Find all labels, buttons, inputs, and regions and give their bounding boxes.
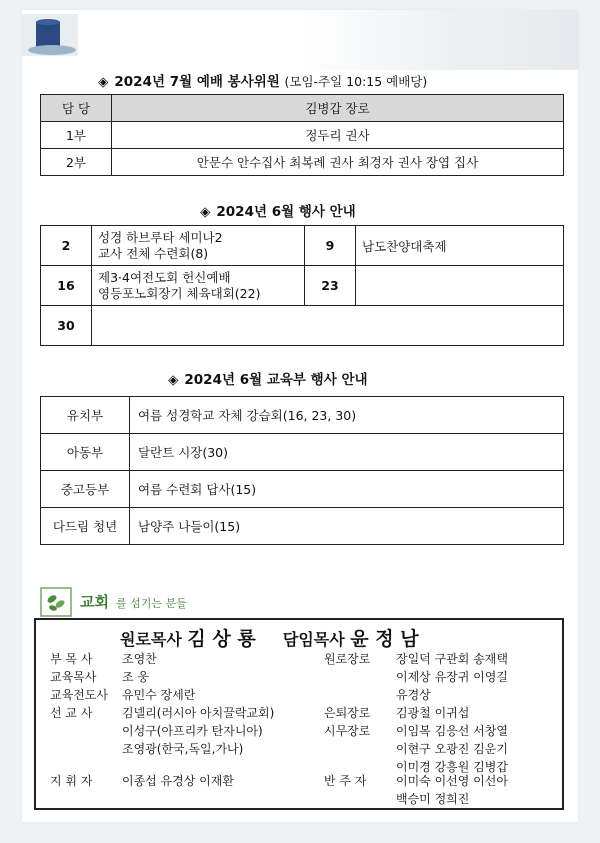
- staff-names: 이임복 김응선 서창열: [396, 724, 508, 738]
- event-cell: 남도찬양대축제: [356, 226, 564, 266]
- candle-decoration-icon: [22, 14, 78, 56]
- staff-names: 유민수 장세란: [122, 688, 196, 702]
- dept-cell: 아동부: [41, 434, 130, 471]
- senior-pastor-name: 윤 정 남: [350, 628, 419, 650]
- event-cell: [92, 306, 564, 346]
- worship-table: [40, 94, 564, 176]
- activity-cell: 달란트 시장(30): [130, 434, 564, 471]
- activity-cell: 남양주 나들이(15): [130, 508, 564, 545]
- staff-role-label: 반 주 자: [324, 774, 367, 788]
- staff-role-label: 선 교 사: [50, 706, 93, 720]
- staff-names: 이성구(아프리카 탄자니아): [122, 724, 263, 738]
- staff-names: 이현구 오광진 김운기: [396, 742, 508, 756]
- education-title: 2024년 6월 교육부 행사 안내: [184, 372, 368, 388]
- staff-role-label: 원로장로: [324, 652, 371, 666]
- staff-names: 조 웅: [122, 670, 149, 684]
- date-cell: 9: [305, 226, 356, 266]
- emeritus-pastor-label: 원로목사: [120, 630, 182, 649]
- staff-role-label: 부 목 사: [50, 652, 93, 666]
- event-line: 성경 하브루타 세미나2: [98, 229, 223, 245]
- table-row: [41, 95, 564, 122]
- event-line: 영등포노회장기 체육대회(22): [98, 285, 261, 301]
- staff-names: 조영광(한국,독일,가나): [122, 742, 244, 756]
- banner-sub-text: 를 섬기는 분들: [116, 597, 187, 610]
- date-cell: 16: [41, 266, 92, 306]
- staff-names: 김광철 이귀섭: [396, 706, 470, 720]
- worship-subtitle: (모임-주일 10:15 예배당): [284, 74, 428, 89]
- staff-names: 이미숙 이선영 이선아: [396, 774, 508, 788]
- date-cell: 23: [305, 266, 356, 306]
- worship-section-title: [98, 70, 427, 90]
- dept-cell: 다드림 청년: [41, 508, 130, 545]
- dept-cell: 유치부: [41, 397, 130, 434]
- name-cell: 김병갑 장로: [112, 95, 564, 122]
- date-cell: 2: [41, 226, 92, 266]
- dept-cell: 중고등부: [41, 471, 130, 508]
- table-row: [41, 434, 564, 471]
- staff-names: 김넬리(러시아 아치끌락교회): [122, 706, 275, 720]
- activity-cell: 여름 성경학교 자체 강습회(16, 23, 30): [130, 397, 564, 434]
- role-cell: 담 당: [41, 95, 112, 122]
- events-table: [40, 225, 564, 346]
- table-row: [41, 508, 564, 545]
- education-section-title: [168, 368, 368, 388]
- table-row: [41, 471, 564, 508]
- event-cell: [92, 266, 305, 306]
- table-row: [41, 226, 564, 266]
- staff-role-label: 교육목사: [50, 670, 97, 684]
- staff-role-label: 은퇴장로: [324, 706, 371, 720]
- events-title: 2024년 6월 행사 안내: [216, 204, 356, 220]
- table-row: [41, 149, 564, 176]
- date-cell: 30: [41, 306, 92, 346]
- events-section-title: [200, 200, 356, 220]
- emeritus-pastor-name: 김 상 룡: [187, 628, 256, 650]
- education-table: [40, 396, 564, 545]
- staff-names: 백승미 정희진: [396, 792, 470, 806]
- floral-decoration: [300, 10, 578, 70]
- diamond-icon: ◈: [168, 372, 179, 388]
- staff-role-label: 시무장로: [324, 724, 371, 738]
- banner-main-text: 교회: [80, 593, 109, 611]
- event-cell: [356, 266, 564, 306]
- role-cell: 2부: [41, 149, 112, 176]
- staff-role-label: 교육전도사: [50, 688, 108, 702]
- activity-cell: 여름 수련회 답사(15): [130, 471, 564, 508]
- staff-names: 이미경 강흥원 김병갑: [396, 760, 508, 774]
- staff-role-label: 지 휘 자: [50, 774, 93, 788]
- staff-names: 조영찬: [122, 652, 157, 666]
- worship-title: 2024년 7월 예배 봉사위원: [114, 74, 280, 90]
- event-cell: [92, 226, 305, 266]
- diamond-icon: ◈: [98, 74, 109, 90]
- staff-banner: [40, 585, 245, 619]
- table-row: [41, 397, 564, 434]
- staff-names: 장일덕 구관회 송재택: [396, 652, 508, 666]
- table-row: [41, 122, 564, 149]
- table-row: [41, 306, 564, 346]
- role-cell: 1부: [41, 122, 112, 149]
- leaf-icon: [40, 587, 76, 617]
- staff-names: 이종섭 유경상 이재환: [122, 774, 234, 788]
- senior-pastor-label: 담임목사: [282, 630, 345, 649]
- name-cell: 안문수 안수집사 최복례 권사 최경자 권사 장엽 집사: [112, 149, 564, 176]
- staff-names: 이제상 유장귀 이영길: [396, 670, 508, 684]
- table-row: [41, 266, 564, 306]
- staff-names: 유경상: [396, 688, 431, 702]
- event-line: 교사 전체 수련회(8): [98, 245, 209, 261]
- pastors-line: [120, 624, 419, 651]
- name-cell: 정두리 권사: [112, 122, 564, 149]
- staff-list-box: [34, 618, 564, 810]
- event-line: 제3·4여전도회 헌신예배: [98, 269, 231, 285]
- diamond-icon: ◈: [200, 204, 211, 220]
